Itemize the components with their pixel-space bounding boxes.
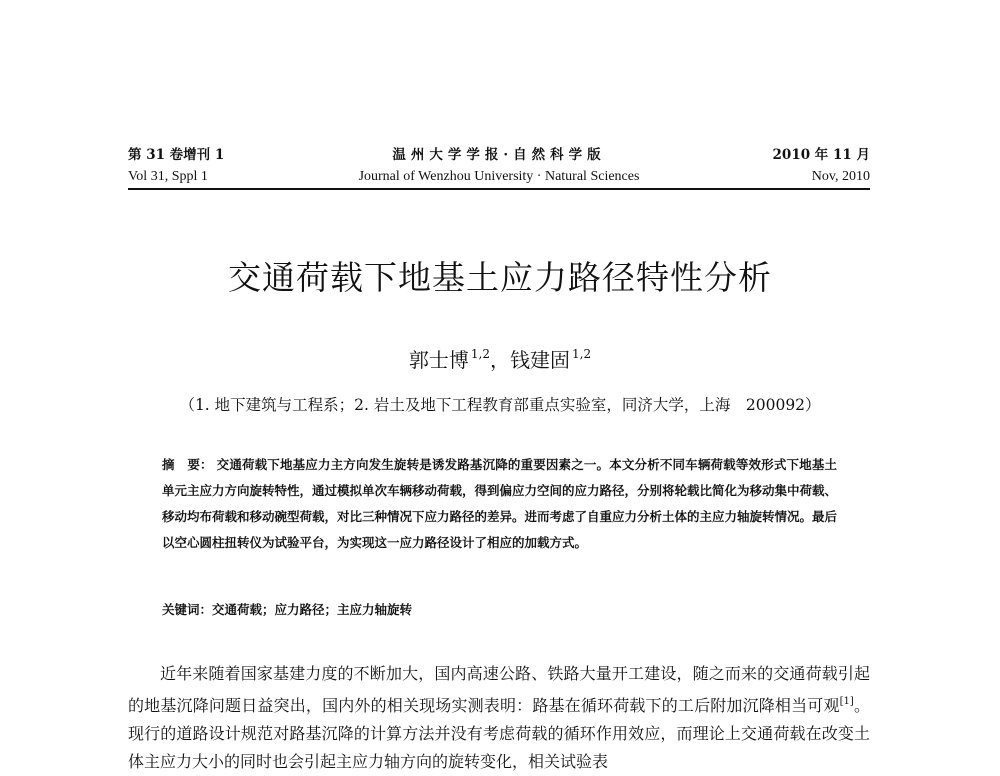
journal-name-en: Journal of Wenzhou University · Natural Sciences [358,169,640,184]
header-rule [128,188,870,190]
body-paragraph [128,660,870,776]
issue-date-en: Nov, 2010 [811,169,870,184]
author-name: 钱建固 [510,348,570,372]
issue-date [773,144,870,188]
abstract [162,452,837,556]
volume-en: Vol 31, Sppl 1 [128,169,208,184]
author-line [0,344,1000,373]
keywords-label: 关键词： [162,602,213,617]
keywords [162,600,837,618]
body-text-part: 近年来随着国家基建力度的不断加大，国内高速公路、铁路大量开工建设，随之而来的交通荷载引起的地基沉降问题日益突出，国内外的相关现场实测表明：路基在循环荷载下的工后附加沉降相当可观 [128,664,870,715]
affiliation: （1. 地下建筑与工程系；2. 岩土及地下工程教育部重点实验室，同济大学，上海 200092） [179,396,821,414]
abstract-text: 交通荷载下地基应力主方向发生旋转是诱发路基沉降的重要因素之一。本文分析不同车辆荷载等效形式下地基土单元主应力方向旋转特性，通过模拟单次车辆移动荷载，得到偏应力空间的应力路径，分别将轮载比简化为移动集中荷载、移动均布荷载和移动碗型荷载，对比三种情况下应力路径的差异。进而考虑了自重应力分析土体的主应力轴旋转情况。最后以空心圆柱扭转仪为试验平台，为实现这一应力路径设计了相应的加载方式。 [162,457,838,550]
paper-title: 交通荷载下地基土应力路径特性分析 [228,258,772,297]
author-affil-marker: 1,2 [572,347,592,361]
journal-name-cn: 温州大学学报·自然科学版 [392,147,606,163]
journal-header [128,144,870,190]
volume-cn: 第 31 卷增刊 1 [128,147,225,163]
author-affil-marker: 1,2 [470,347,490,361]
author-separator: ， [490,348,510,372]
citation-ref[interactable]: [1] [839,696,854,707]
issue-date-cn: 2010 年 11 月 [772,147,870,163]
body-text [128,660,870,776]
author-name: 郭士博 [408,348,469,372]
keywords-text: 交通荷载；应力路径；主应力轴旋转 [212,602,413,617]
body-text-part: 。现行的道路设计规范对路基沉降的计算方法并没有考虑荷载的循环作用效应，而理论上交通荷载在改变土体主应力大小的同时也会引起主应力轴方向的旋转变化，相关试验表 [128,696,870,771]
abstract-label: 摘 要： [162,457,213,472]
journal-name [128,144,870,188]
